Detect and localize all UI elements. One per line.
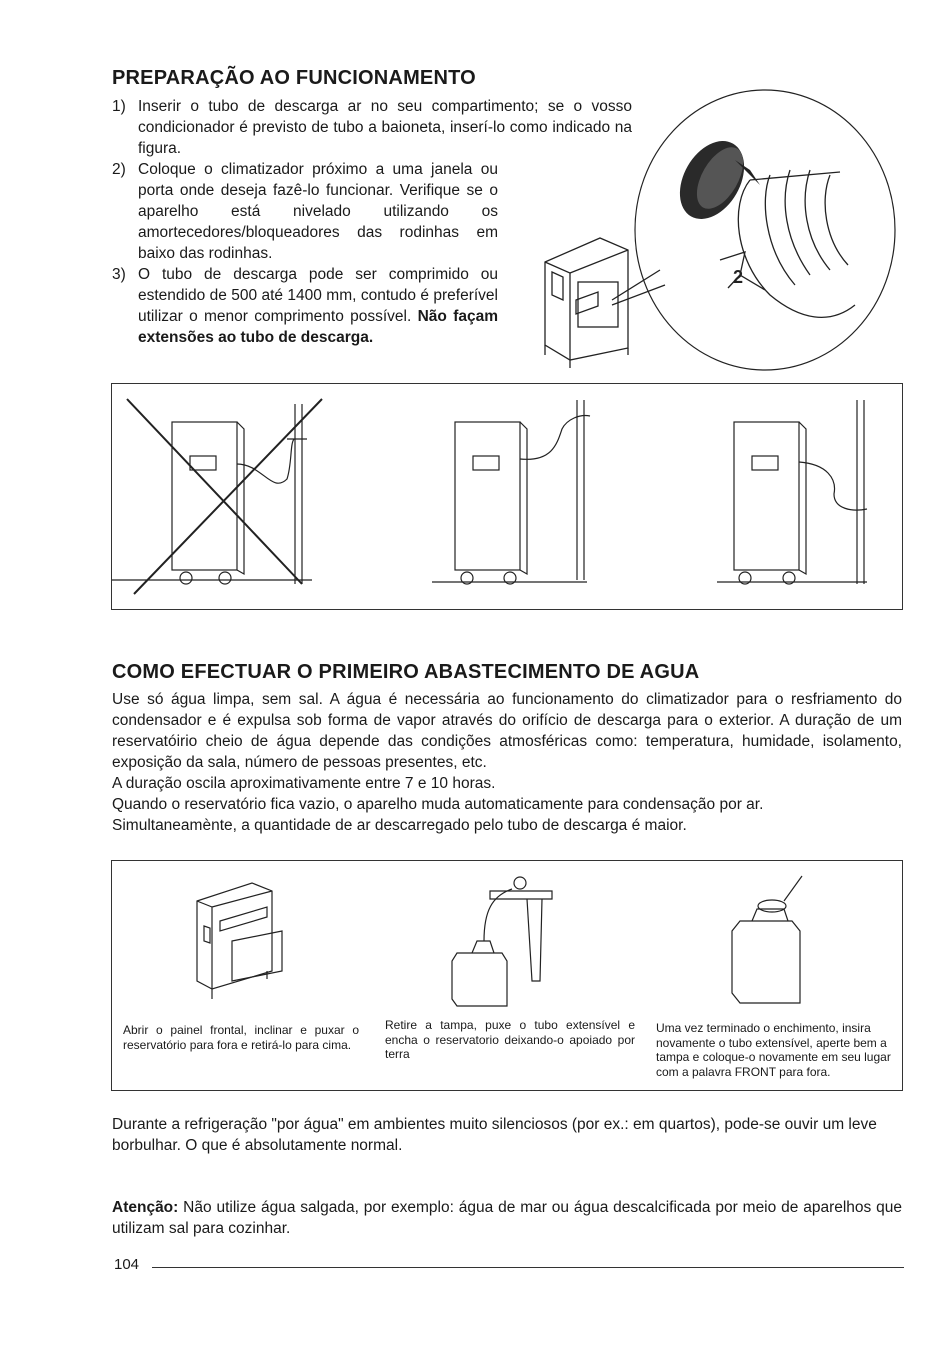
water-fill-illustrations [112,861,902,1021]
footer-rule [152,1267,904,1268]
bubbling-note: Durante a refrigeração "por água" em ambientes muito silenciosos (por ex.: em quartos), pode-se ouvir um leve borbulhar. O que é absolutamente normal. [112,1116,877,1154]
step-text: Coloque o climatizador próximo a uma janela ou porta onde deseja fazê-lo funcionar. Verifique se o aparelho está nivelado utilizando os amortecedores/bloqueadores das rodinhas em baixo das rodinhas. [138,161,498,262]
paragraph: Use só água limpa, sem sal. A água é necessária ao funcionamento do climatizador para o resfriamento do condensador e é expulsa sob forma de vapor através do orifício de descarga para o exterior. A duração de um reservatóirio cheio de água depende das condições atmosféricas como: temperatura, humidade, isolamento, exposição da sala, número de pessoas presentes, etc. [112,691,902,771]
step-text: Inserir o tubo de descarga ar no seu compartimento; se o vosso condicionador é previsto de tubo a baioneta, inserí-lo como indicado na figura. [138,98,632,157]
paragraph: A duração oscila aproximativamente entre 7 e 10 horas. [112,775,496,792]
bayonet-tube-figure [0,0,950,380]
water-fill-steps-box [111,860,903,1091]
paragraph: Quando o reservatório fica vazio, o aparelho muda automaticamente para condensação por ar. [112,796,764,813]
warning-label: Atenção: [112,1199,179,1216]
section-title-preparation: PREPARAÇÃO AO FUNCIONAMENTO [112,67,476,89]
paragraph: Simultaneamènte, a quantidade de ar descarregado pelo tubo de descarga é maior. [112,817,687,834]
figure-step-label: 2 [733,267,744,287]
caption-remove-tank: Abrir o painel frontal, inclinar e puxar o reservatório para fora e retirá-lo para cima. [123,1023,359,1052]
step-number: 2) [112,161,126,178]
water-instructions [112,689,902,836]
warning-text: Não utilize água salgada, por exemplo: água de mar ou água descalcificada por meio de aparelhos que utilizam sal para cozinhar. [112,1199,902,1237]
caption-reinsert-tank: Uma vez terminado o enchimento, insira novamente o tubo extensível, aperte bem a tampa e coloque-o novamente em seu lugar com a palavra FRONT para fora. [656,1021,891,1079]
tube-positions-box [111,383,903,610]
step-3-bold-warning: Não façam extensões ao tubo de descarga. [138,308,498,346]
section-title-water: COMO EFECTUAR O PRIMEIRO ABASTECIMENTO DE AGUA [112,661,700,683]
step-number: 3) [112,266,126,283]
step-text: O tubo de descarga pode ser comprimido ou estendido de 500 até 1400 mm, contudo é preferível utilizar o menor comprimento possível. Não façam extensões ao tubo de descarga. [138,266,498,346]
step-number: 1) [112,98,126,115]
warning-note [112,1197,902,1239]
caption-fill-tank: Retire a tampa, puxe o tubo extensível e encha o reservatorio deixando-o apoiado por terra [385,1018,635,1061]
page-number: 104 [114,1256,140,1273]
tube-positions-illustration [112,384,902,609]
